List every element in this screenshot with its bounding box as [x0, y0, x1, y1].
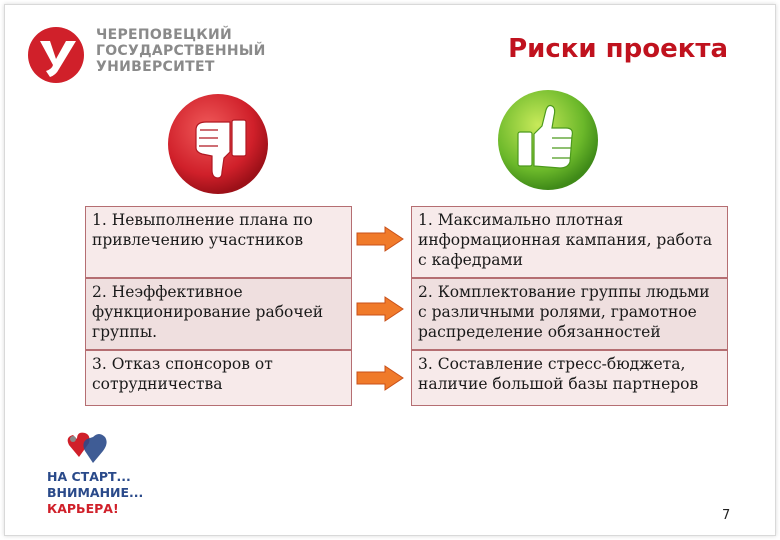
solution-cell-2: 2. Комплектование группы людьми с различными ролями, грамотное распределение обязанностей — [411, 278, 728, 350]
page-title: Риски проекта — [508, 34, 728, 64]
solution-cell-1: 1. Максимально плотная информационная кампания, работа с кафедрами — [411, 206, 728, 278]
arrow-right-icon — [355, 295, 405, 323]
thumbs-up-icon — [496, 88, 600, 192]
page-number: 7 — [722, 508, 731, 523]
university-name — [96, 27, 266, 75]
arrow-right-icon — [355, 225, 405, 253]
risk-cell-1: 1. Невыполнение плана по привлечению участников — [85, 206, 352, 278]
university-line-1: ЧЕРЕПОВЕЦКИЙ — [96, 27, 233, 43]
solution-cell-3: 3. Составление стресс-бюджета, наличие большой базы партнеров — [411, 350, 728, 406]
career-logo-line-3: КАРЬЕРА! — [47, 501, 119, 516]
university-line-3: УНИВЕРСИТЕТ — [96, 59, 215, 75]
risk-cell-2: 2. Неэффективное функционирование рабочей группы. — [85, 278, 352, 350]
risk-cell-3: 3. Отказ спонсоров от сотрудничества — [85, 350, 352, 406]
career-logo-line-2: ВНИМАНИЕ... — [47, 485, 144, 500]
career-logo — [35, 425, 143, 525]
university-line-2: ГОСУДАРСТВЕННЫЙ — [96, 43, 266, 59]
university-logo-icon — [26, 25, 86, 85]
hearts-icon — [63, 429, 113, 469]
arrow-right-icon — [355, 364, 405, 392]
thumbs-down-icon — [166, 92, 270, 196]
career-logo-line-1: НА СТАРТ... — [47, 469, 131, 484]
